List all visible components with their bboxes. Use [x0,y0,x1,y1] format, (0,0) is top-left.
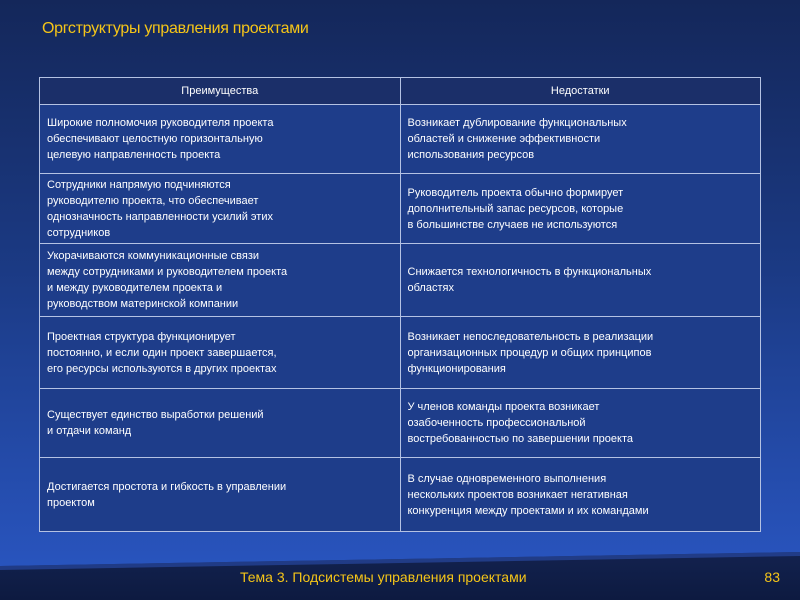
table-header-row [40,78,761,105]
table-row [40,458,761,532]
advantage-cell: Проектная структура функционирует постоянно, и если один проект завершается, его ресурсы используются в других проектах [40,317,401,389]
table-row [40,317,761,389]
advantage-cell: Укорачиваются коммуникационные связи между сотрудниками и руководителем проекта и между руководителем проекта и руководством материнской компании [40,243,401,317]
comparison-table [39,77,761,532]
slide-title: Оргструктуры управления проектами [42,20,309,37]
advantage-cell: Существует единство выработки решений и отдачи команд [40,388,401,457]
advantage-cell: Сотрудники напрямую подчиняются руководителю проекта, что обеспечивает однозначность направленности усилий этих сотрудников [40,174,401,243]
disadvantage-cell: Руководитель проекта обычно формирует дополнительный запас ресурсов, которые в большинстве случаев не используются [400,174,761,243]
table-row [40,105,761,174]
table-row [40,243,761,317]
header-advantages: Преимущества [40,78,401,105]
table-row [40,174,761,243]
advantage-cell: Достигается простота и гибкость в управлении проектом [40,458,401,532]
page-number: 83 [764,569,780,585]
disadvantage-cell: Возникает непоследовательность в реализации организационных процедур и общих принципов функционирования [400,317,761,389]
header-disadvantages: Недостатки [400,78,761,105]
disadvantage-cell: У членов команды проекта возникает озабоченность профессиональной востребованностью по завершении проекта [400,388,761,457]
footer-topic: Тема 3. Подсистемы управления проектами [240,569,527,585]
table-row [40,388,761,457]
disadvantage-cell: В случае одновременного выполнения нескольких проектов возникает негативная конкуренция между проектами и их командами [400,458,761,532]
advantage-cell: Широкие полномочия руководителя проекта обеспечивают целостную горизонтальную целевую направленность проекта [40,105,401,174]
disadvantage-cell: Возникает дублирование функциональных областей и снижение эффективности использования ресурсов [400,105,761,174]
disadvantage-cell: Снижается технологичность в функциональных областях [400,243,761,317]
